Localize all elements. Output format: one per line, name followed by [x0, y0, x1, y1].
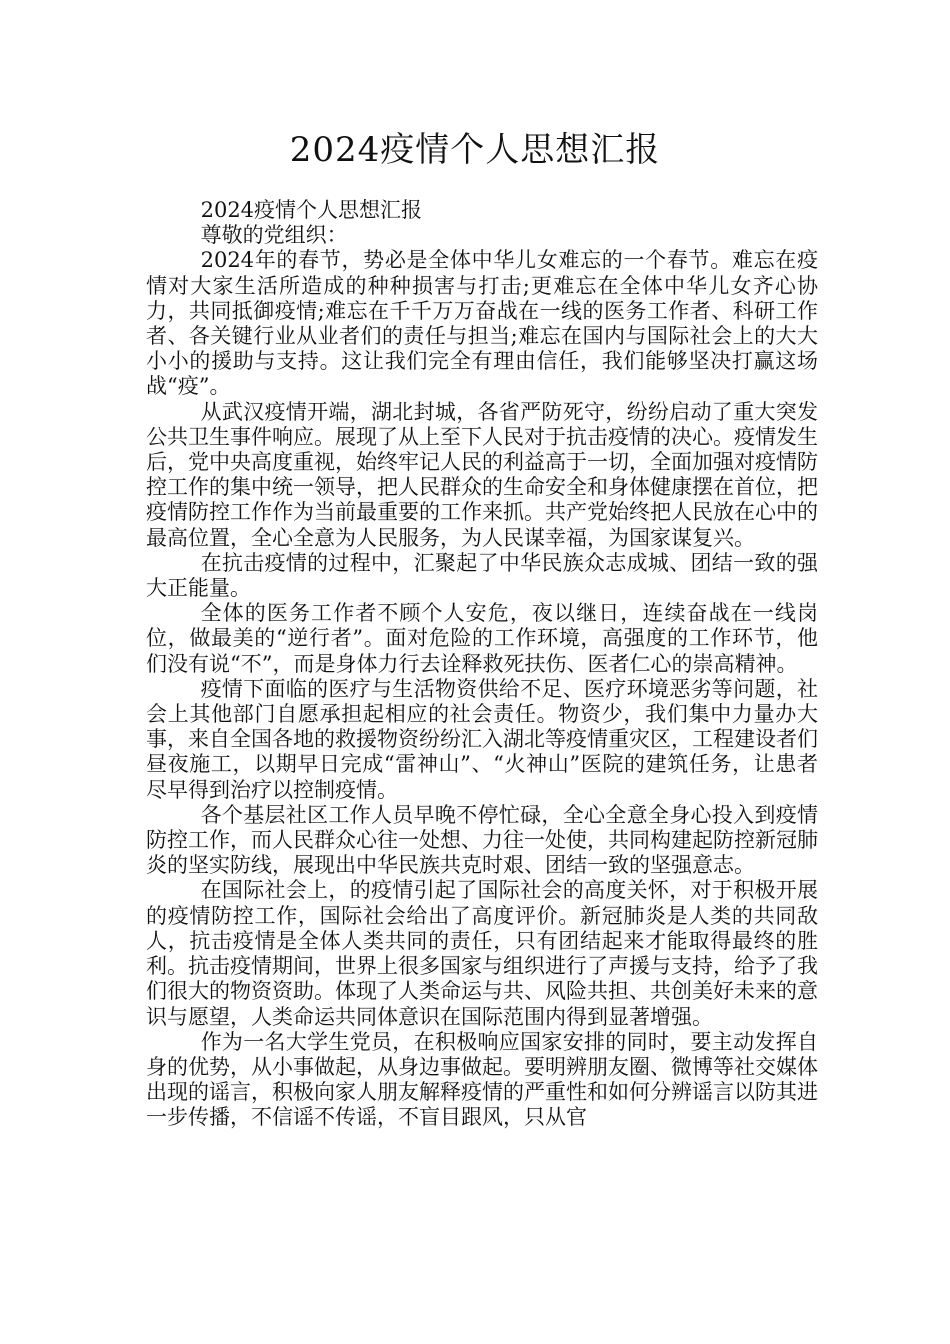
paragraph-6: 各个基层社区工作人员早晚不停忙碌，全心全意全身心投入到疫情防控工作，而人民群众心往一处想、力往一处使，共同构建起防控新冠肺炎的坚实防线，展现出中华民族共克时艰、团结一致的坚强意志。 — [146, 802, 818, 878]
paragraph-7: 在国际社会上，的疫情引起了国际社会的高度关怀，对于积极开展的疫情防控工作，国际社会给出了高度评价。新冠肺炎是人类的共同敌人，抗击疫情是全体人类共同的责任，只有团结起来才能取得最终的胜利。抗击疫情期间，世界上很多国家与组织进行了声援与支持，给予了我们很大的物资资助。体现了人类命运与共、风险共担、共创美好未来的意识与愿望，人类命运共同体意识在国际范围内得到显著增强。 — [146, 878, 818, 1029]
salutation: 尊敬的党组织： — [200, 223, 348, 248]
paragraph-2: 从武汉疫情开端，湖北封城，各省严防死守，纷纷启动了重大突发公共卫生事件响应。展现了从上至下人民对于抗击疫情的决心。疫情发生后，党中央高度重视，始终牢记人民的利益高于一切，全面加强对疫情防控工作的集中统一领导，把人民群众的生命安全和身体健康摆在首位，把疫情防控工作作为当前最重要的工作来抓。共产党始终把人民放在心中的最高位置，全心全意为人民服务，为人民谋幸福，为国家谋复兴。 — [146, 399, 818, 550]
paragraph-3: 在抗击疫情的过程中，汇聚起了中华民族众志成城、团结一致的强大正能量。 — [146, 550, 818, 601]
document-body — [146, 198, 818, 1131]
paragraph-5: 疫情下面临的医疗与生活物资供给不足、医疗环境恶劣等问题，社会上其他部门自愿承担起相应的社会责任。物资少，我们集中力量办大事，来自全国各地的救援物资纷纷汇入湖北等疫情重灾区，工程建设者们昼夜施工，以期早日完成“雷神山”、“火神山”医院的建筑任务，让患者尽早得到治疗以控制疫情。 — [146, 676, 818, 802]
document-subtitle: 2024疫情个人思想汇报 — [200, 198, 423, 222]
paragraph-4: 全体的医务工作者不顾个人安危，夜以继日，连续奋战在一线岗位，做最美的“逆行者”。面对危险的工作环境，高强度的工作环节，他们没有说“不”，而是身体力行去诠释救死扶伤、医者仁心的崇高精神。 — [146, 601, 818, 676]
paragraph-8: 作为一名大学生党员，在积极响应国家安排的同时，要主动发挥自身的优势，从小事做起，从身边事做起。要明辨朋友圈、微博等社交媒体出现的谣言，积极向家人朋友解释疫情的严重性和如何分辨谣言以防其进一步传播，不信谣不传谣，不盲目跟风，只从官 — [146, 1029, 818, 1130]
paragraph-1: 2024年的春节，势必是全体中华儿女难忘的一个春节。难忘在疫情对大家生活所造成的种种损害与打击;更难忘在全体中华儿女齐心协力，共同抵御疫情;难忘在千千万万奋战在一线的医务工作者、科研工作者、各关键行业从业者们的责任与担当;难忘在国内与国际社会上的大大小小的援助与支持。这让我们完全有理由信任，我们能够坚决打赢这场战“疫”。 — [146, 248, 818, 399]
document-title: 2024疫情个人思想汇报 — [289, 130, 661, 170]
